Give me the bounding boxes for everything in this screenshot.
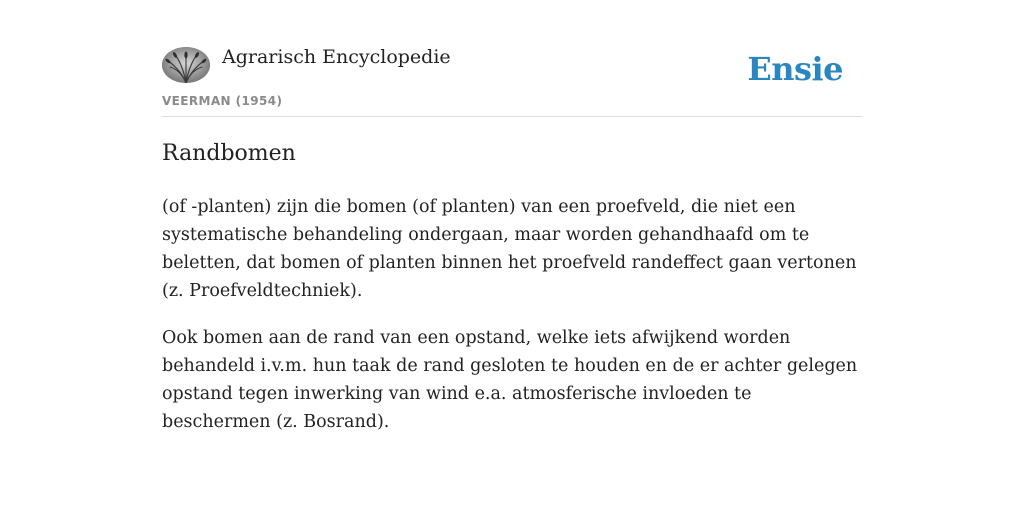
wheat-sheaf-logo-icon[interactable] <box>162 47 210 83</box>
source-title[interactable]: Agrarisch Encyclopedie <box>222 46 451 68</box>
article-paragraph: (of -planten) zijn die bomen (of planten) van een proefveld, die niet een systematische behandeling ondergaan, maar worden gehandhaafd om te beletten, dat bomen of planten binnen het proefveld randeffect gaan vertonen (z. Proefveldtechniek). <box>162 197 857 301</box>
source-subtitle: VEERMAN (1954) <box>162 94 283 108</box>
source-header <box>162 44 862 117</box>
article-paragraph: Ook bomen aan de rand van een opstand, welke iets afwijkend worden behandeld i.v.m. hun taak de rand gesloten te houden en de er achter gelegen opstand tegen inwerking van wind e.a. atmosferische invloeden te beschermen (z. Bosrand). <box>162 328 858 432</box>
brand-logo[interactable]: Ensie <box>747 50 843 88</box>
article-title: Randbomen <box>162 141 296 166</box>
article <box>162 138 862 436</box>
